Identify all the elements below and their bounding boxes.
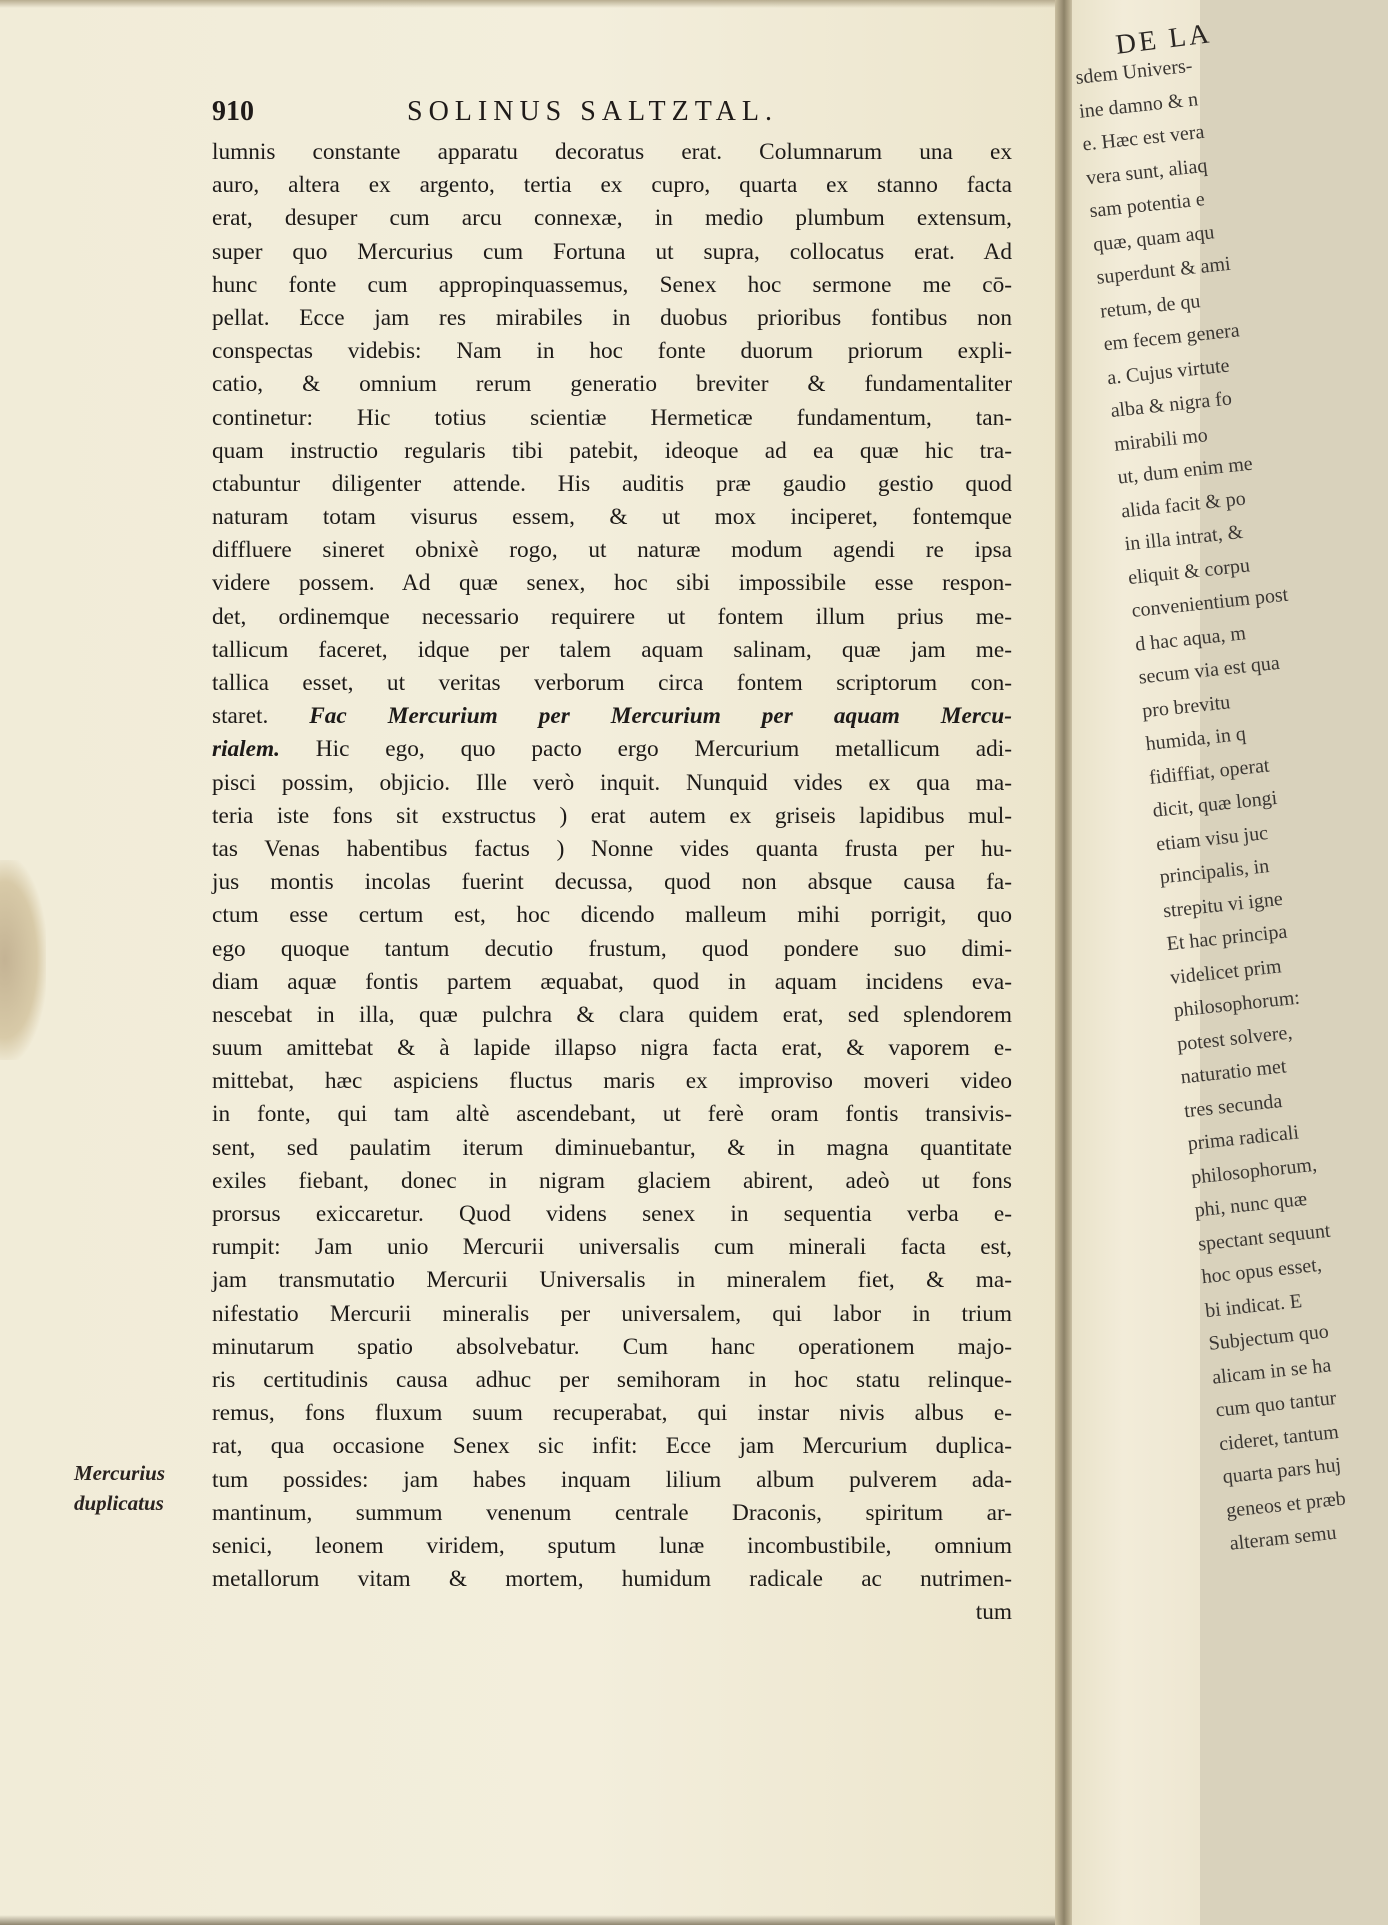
running-head: SOLINUS SALTZTAL. [407, 96, 778, 127]
page-top-shadow [0, 0, 1062, 8]
right-page-line: Et hac principa [1165, 920, 1289, 956]
text-line: mittebat, hæc aspiciens fluctus maris ex improviso moveri video [212, 1068, 1012, 1095]
text-line: mantinum, summum venenum centrale Draconis, spiritum ar- [212, 1499, 1012, 1526]
right-page-line: sdem Univers- [1074, 54, 1194, 89]
text-line: suum amittebat & à lapide illapso nigra facta erat, & vaporem e- [212, 1035, 1012, 1062]
text-line: quam instructio regularis tibi patebit, ideoque ad ea quæ hic tra- [212, 437, 1012, 464]
right-page-text [1074, 47, 1371, 1561]
right-page-line: ut, dum enim me [1116, 452, 1254, 489]
paper-tear [0, 860, 46, 1060]
text-line-roman: Hic ego, quo pacto ergo Mercurium metallicum adi- [279, 736, 1012, 763]
page-header [212, 96, 1012, 132]
right-page-line: alicam in se ha [1211, 1353, 1333, 1389]
right-page-line: em fecem genera [1102, 319, 1241, 356]
text-line: tas Venas habentibus factus ) Nonne vides quanta frusta per hu- [212, 835, 1012, 862]
text-line: tum [975, 1599, 1012, 1626]
text-line: nifestatio Mercurii mineralis per universalem, qui labor in trium [212, 1300, 1012, 1327]
text-line: catio, & omnium rerum generatio breviter & fundamentaliter [212, 371, 1012, 398]
text-line: rat, qua occasione Senex sic infit: Ecce jam Mercurium duplica- [212, 1433, 1012, 1460]
text-line: erat, desuper cum arcu connexæ, in medio plumbum extensum, [212, 205, 1012, 232]
text-line-roman: staret. [212, 703, 310, 730]
text-line: prorsus exiccaretur. Quod videns senex in sequentia verba e- [212, 1201, 1012, 1227]
right-page-line: humida, in q [1144, 722, 1247, 756]
text-line: nescebat in illa, quæ pulchra & clara quidem erat, sed splendorem [212, 1001, 1012, 1028]
right-page-line: alba & nigra fo [1109, 387, 1233, 423]
right-page-line: in illa intrat, & [1123, 520, 1245, 556]
right-page-line: cideret, tantum [1218, 1420, 1340, 1455]
text-line: diam aquæ fontis partem æquabat, quod in aquam incidens eva- [212, 968, 1012, 995]
text-line: rumpit: Jam unio Mercurii universalis cum minerali facta est, [212, 1234, 1012, 1261]
page-number: 910 [212, 96, 254, 127]
text-line: det, ordinemque necessario requirere ut fontem illum prius me- [212, 603, 1012, 630]
text-line: jam transmutatio Mercurii Universalis in mineralem fiet, & ma- [212, 1267, 1012, 1294]
right-page-line: secum via est qua [1137, 651, 1281, 689]
text-line: tum possides: jam habes inquam lilium album pulverem ada- [212, 1466, 1012, 1493]
right-page-line: bi indicat. E [1204, 1289, 1304, 1322]
page-bottom-shadow [0, 1915, 1062, 1925]
right-page-line: quæ, quam aqu [1092, 220, 1216, 256]
text-line: conspectas videbis: Nam in hoc fonte duorum priorum expli- [212, 338, 1012, 365]
right-page-line: e. Hæc est vera [1081, 120, 1206, 156]
right-page-line: fidiffiat, operat [1148, 754, 1271, 789]
right-page-line: sam potentia e [1088, 188, 1206, 223]
right-page-line: vera sunt, aliaq [1085, 154, 1209, 189]
text-line: pellat. Ecce jam res mirabiles in duobus prioribus fontibus non [212, 304, 1012, 331]
text-line: lumnis constante apparatu decoratus erat. Columnarum una ex [212, 139, 1012, 165]
right-page-line: cum quo tantur [1214, 1386, 1338, 1422]
right-page-line: mirabili mo [1113, 423, 1209, 456]
right-page-line: dicit, quæ longi [1151, 786, 1279, 822]
text-line: sent, sed paulatim iterum diminuebantur, & in magna quantitate [212, 1134, 1012, 1161]
right-page-line: alida facit & po [1120, 487, 1247, 522]
text-line: teria iste fons sit exstructus ) erat autem ex griseis lapidibus mul- [212, 802, 1012, 829]
text-line [212, 733, 1012, 766]
text-line: tallica esset, ut veritas verborum circa fontem scriptorum con- [212, 670, 1012, 696]
text-line: remus, fons fluxum suum recuperabat, qui instar nivis albus e- [212, 1400, 1012, 1427]
text-line: jus montis incolas fuerint decussa, quod non absque causa fa- [212, 869, 1012, 896]
right-page-line: alteram semu [1228, 1521, 1338, 1555]
text-line: metallorum vitam & mortem, humidum radicale ac nutrimen- [212, 1566, 1012, 1593]
right-page-line: superdunt & ami [1095, 252, 1232, 289]
right-page-line: pro brevitu [1141, 690, 1232, 722]
text-line: pisci possim, objicio. Ille verò inquit. Nunquid vides ex qua ma- [212, 769, 1012, 796]
text-line: hunc fonte cum appropinquassemus, Senex hoc sermone me cō- [212, 271, 1012, 298]
text-line: super quo Mercurius cum Fortuna ut supra, collocatus erat. Ad [212, 238, 1012, 265]
text-line: ctum esse certum est, hoc dicendo malleum mihi porrigit, quo [212, 902, 1012, 929]
text-line-italic: Fac Mercurium per Mercurium per aquam Mercu- [309, 703, 1012, 730]
right-page-line: d hac aqua, m [1134, 621, 1247, 656]
body-text [212, 136, 1012, 1629]
text-line: continetur: Hic totius scientiæ Hermeticæ fundamentum, tan- [212, 404, 1012, 431]
text-line: exiles fiebant, donec in nigram glaciem abirent, adeò ut fons [212, 1167, 1012, 1194]
right-page-line: retum, de qu [1099, 289, 1202, 323]
margin-note-line: Mercurius [74, 1461, 166, 1485]
right-page-header: DE LA [1114, 18, 1214, 61]
text-line: diffluere sineret obnixè rogo, ut naturæ modum agendi re ipsa [212, 537, 1012, 564]
text-line: in fonte, qui tam altè ascendebant, ut ferè oram fontis transivis- [212, 1101, 1012, 1128]
right-page-line: spectant sequunt [1197, 1219, 1332, 1255]
right-page-line: potest solvere, [1176, 1021, 1294, 1056]
right-page-line: tres secunda [1183, 1089, 1284, 1122]
right-page-line: principalis, in [1158, 855, 1271, 889]
margin-note-line: duplicatus [74, 1491, 164, 1515]
right-page-line: videlicet prim [1169, 954, 1283, 989]
right-page-line: geneos et præb [1225, 1487, 1347, 1522]
text-line: senici, leonem viridem, sputum lunæ incombustibile, omnium [212, 1532, 1012, 1559]
right-page-line: ine damno & n [1078, 87, 1200, 123]
text-line: naturam totam visurus essem, & ut mox inciperet, fontemque [212, 504, 1012, 531]
right-page-line: Subjectum quo [1207, 1320, 1330, 1355]
right-page-line: a. Cujus virtute [1106, 353, 1231, 389]
right-page-line: naturatio met [1179, 1055, 1288, 1089]
text-line-italic: rialem. [212, 736, 280, 763]
right-page-line: prima radicali [1186, 1121, 1300, 1155]
text-line: ego quoque tantum decutio frustum, quod pondere suo dimi- [212, 935, 1012, 962]
right-page-line: phi, nunc quæ [1193, 1187, 1309, 1222]
right-page-line: philosophorum: [1172, 986, 1301, 1022]
right-page-line: quarta pars huj [1221, 1453, 1343, 1489]
text-line: auro, altera ex argento, tertia ex cupro, quarta ex stanno facta [212, 172, 1012, 199]
text-line: ris certitudinis causa adhuc per semihoram in hoc statu relinque- [212, 1366, 1012, 1393]
right-page-line: hoc opus esset, [1200, 1253, 1323, 1289]
text-line: ctabuntur diligenter attende. His auditis præ gaudio gestio quod [212, 470, 1012, 497]
margin-note [74, 1458, 210, 1518]
right-page [1072, 0, 1347, 1925]
right-page-line: convenientium post [1130, 583, 1290, 622]
text-line: minutarum spatio absolvebatur. Cum hanc operationem majo- [212, 1333, 1012, 1360]
text-line [212, 700, 1012, 733]
text-line: tallicum faceret, idque per talem aquam salinam, quæ jam me- [212, 636, 1012, 663]
right-page-line: etiam visu juc [1155, 821, 1269, 856]
right-page-line: eliquit & corpu [1127, 553, 1251, 589]
right-page-line: strepitu vi igne [1162, 887, 1284, 922]
text-line: videre possem. Ad quæ senex, hoc sibi impossibile esse respon- [212, 570, 1012, 597]
right-page-line: philosophorum, [1190, 1153, 1318, 1189]
